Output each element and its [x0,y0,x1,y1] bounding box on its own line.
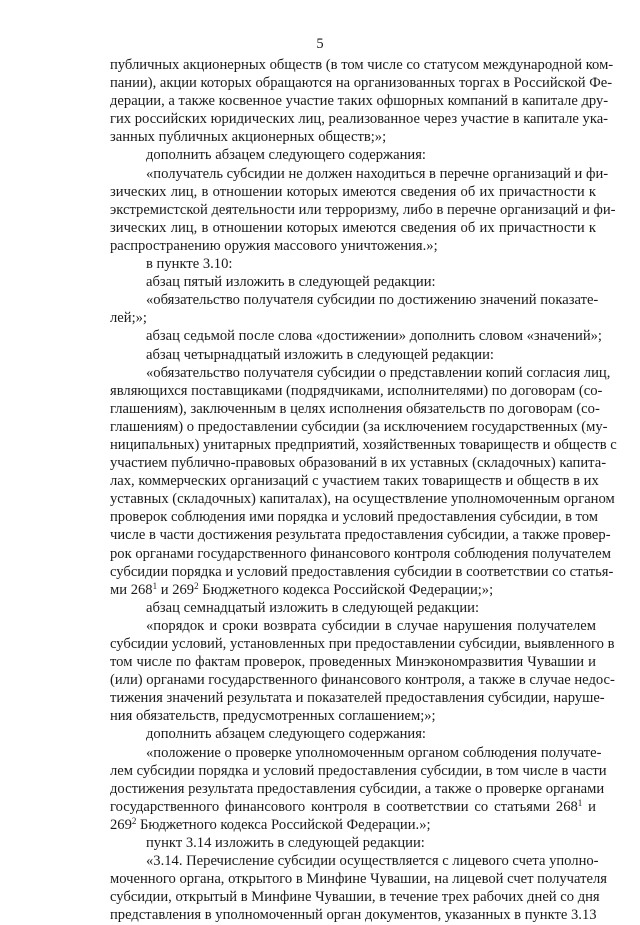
text-line: участием публично-правовых образований в их уставных (складочных) капита- [110,455,607,472]
text-line: уставных (складочных) капиталах), на осуществление уполномоченным органом [110,491,615,508]
text-line: достижения результата предоставления субсидии, а также о проверке органами [110,780,605,797]
text-line: «положение о проверке уполномоченным органом соблюдения получате- [146,744,602,761]
text-line: дополнить абзацем следующего содержания: [146,726,426,743]
text-line: государственного финансового контроля в соответствии со статьями $268^1$ и [110,797,596,815]
text-line: являющихся поставщиками (подрядчиками, исполнителями) по договорам (со- [110,382,603,399]
text-line: дополнить абзацем следующего содержания: [146,147,426,164]
text-line: лей;»; [110,310,147,327]
text-line: проверок соблюдения ими порядка и условий предоставления субсидии, в том [110,509,599,526]
text-line: абзац семнадцатый изложить в следующей редакции: [146,599,480,616]
text-line: «обязательство получателя субсидии о представлении копий согласия лиц, [146,364,611,381]
text-line: занных публичных акционерных обществ;»; [110,129,387,146]
text-line: абзац четырнадцатый изложить в следующей редакции: [146,346,494,363]
text-line: распространению оружия массового уничтожения.»; [110,237,438,254]
text-line: (или) органами государственного финансового контроля, а также в случае недос- [110,672,615,689]
text-line: публичных акционерных обществ (в том числе со статусом международной ком- [110,57,614,73]
text-line: лем субсидии порядка и условий предоставления субсидии, в том числе в части [110,762,607,779]
text-line: ния обязательств, предусмотренных соглашением;»; [110,708,436,725]
text-line: субсидии, открытый в Минфине Чувашии, в течение трех рабочих дней со дня [110,889,600,906]
text-line: пании), акции которых обращаются на организованных торгах в Российской Фе- [110,75,613,92]
text-line: субсидии условий, установленных при предоставлении субсидии, выявленного в [110,636,615,652]
text-line: ниципальных) унитарных предприятий, хозяйственных товариществ и обществ с [110,436,617,453]
text-line: ми $268^1$ и $269^2$ Бюджетного кодекса Российской Федерации;»; [110,580,494,598]
text-line: «получатель субсидии не должен находиться в перечне организаций и фи- [146,165,609,182]
text-line: «3.14. Перечисление субсидии осуществляется с лицевого счета уполно- [146,853,599,870]
text-line: абзац седьмой после слова «достижении» дополнить словом «значений»; [146,328,602,345]
text-line: глашениям), заключенным в целях исполнения обязательств по договорам (со- [110,400,600,417]
text-line: абзац пятый изложить в следующей редакции: [146,274,436,291]
text-line: в пункте 3.10: [146,256,233,273]
text-line: числе в части достижения результата предоставления субсидии, а также провер- [110,527,611,544]
text-line: субсидии порядка и условий предоставления субсидии в соответствии со статья- [110,563,614,580]
text-line: зических лиц, в отношении которых имеются сведения об их причастности к [110,183,596,200]
text-line: зических лиц, в отношении которых имеются сведения об их причастности к [110,219,596,236]
text-line: гих российских юридических лиц, реализованное через участие в капитале ука- [110,111,609,128]
text-line: представления в уполномоченный орган документов, указанных в пункте 3.13 [110,907,597,924]
text-line: глашениям) о предоставлении субсидии (за исключением государственных (му- [110,418,608,435]
page-number: 5 [316,36,324,52]
text-line: тижения значений результата и показателей предоставления субсидии, наруше- [110,690,605,707]
text-line: экстремистской деятельности или терроризму, либо в перечне организаций и фи- [110,201,616,218]
text-line: том числе по фактам проверок, проведенных Минэкономразвития Чувашии и [110,654,596,671]
text-line: рок органами государственного финансового контроля соблюдения получателем [110,545,611,562]
text-line: «обязательство получателя субсидии по достижению значений показате- [146,292,599,309]
text-line: пункт 3.14 изложить в следующей редакции: [146,835,425,852]
text-line: дерации, а также косвенное участие таких офшорных компаний в капитале дру- [110,93,609,110]
text-line: $269^2$ Бюджетного кодекса Российской Федерации.»; [110,815,431,833]
text-line: «порядок и сроки возврата субсидии в случае нарушения получателем [146,617,596,634]
text-line: лах, коммерческих организаций с участием таких товариществ и обществ в их [110,473,599,490]
text-line: моченного органа, открытого в Минфине Чувашии, на лицевой счет получателя [110,871,607,888]
document-body [110,56,617,925]
